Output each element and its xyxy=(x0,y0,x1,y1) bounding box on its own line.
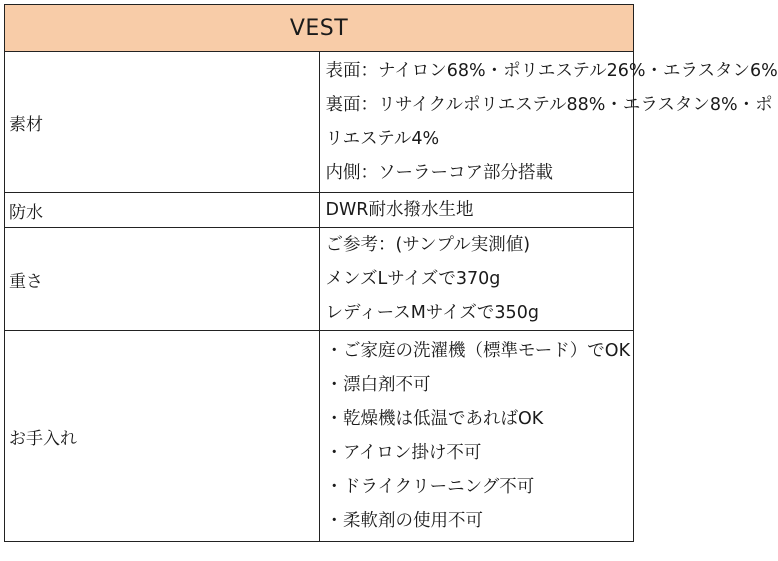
care-label: お手入れ xyxy=(5,331,320,542)
weight-content xyxy=(319,228,634,331)
care-line: ・漂白剤不可 xyxy=(325,375,431,395)
care-line: ・ドライクリーニング不可 xyxy=(325,477,535,497)
care-content xyxy=(319,331,634,542)
weight-label: 重さ xyxy=(5,228,320,331)
waterproof-content xyxy=(319,193,634,228)
material-line: リエステル4% xyxy=(325,129,440,149)
care-line: ・柔軟剤の使用不可 xyxy=(325,511,483,531)
weight-row xyxy=(5,228,634,331)
material-line: 裏面：リサイクルポリエステル88%・エラスタン8%・ポ xyxy=(325,95,773,115)
waterproof-label: 防水 xyxy=(5,193,320,228)
weight-line: レディースMサイズで350g xyxy=(325,303,539,323)
care-line: ・乾燥機は低温であればOK xyxy=(325,409,544,429)
waterproof-line: DWR耐水撥水生地 xyxy=(325,200,474,220)
care-row xyxy=(5,331,634,542)
weight-line: メンズLサイズで370g xyxy=(325,269,501,289)
material-label: 素材 xyxy=(5,52,320,193)
material-row xyxy=(5,52,634,193)
material-content xyxy=(319,52,778,193)
title-row xyxy=(5,5,634,52)
waterproof-row xyxy=(5,193,634,228)
material-line: 内側：ソーラーコア部分搭載 xyxy=(325,163,553,183)
spec-table xyxy=(4,4,778,542)
care-line: ・アイロン掛け不可 xyxy=(325,443,482,463)
care-line: ・ご家庭の洗濯機（標準モード）でOK xyxy=(325,341,631,361)
table-title: VEST xyxy=(5,5,634,52)
weight-line: ご参考：(サンプル実測値) xyxy=(325,235,531,255)
material-line: 表面：ナイロン68%・ポリエステル26%・エラスタン6% xyxy=(325,61,778,81)
